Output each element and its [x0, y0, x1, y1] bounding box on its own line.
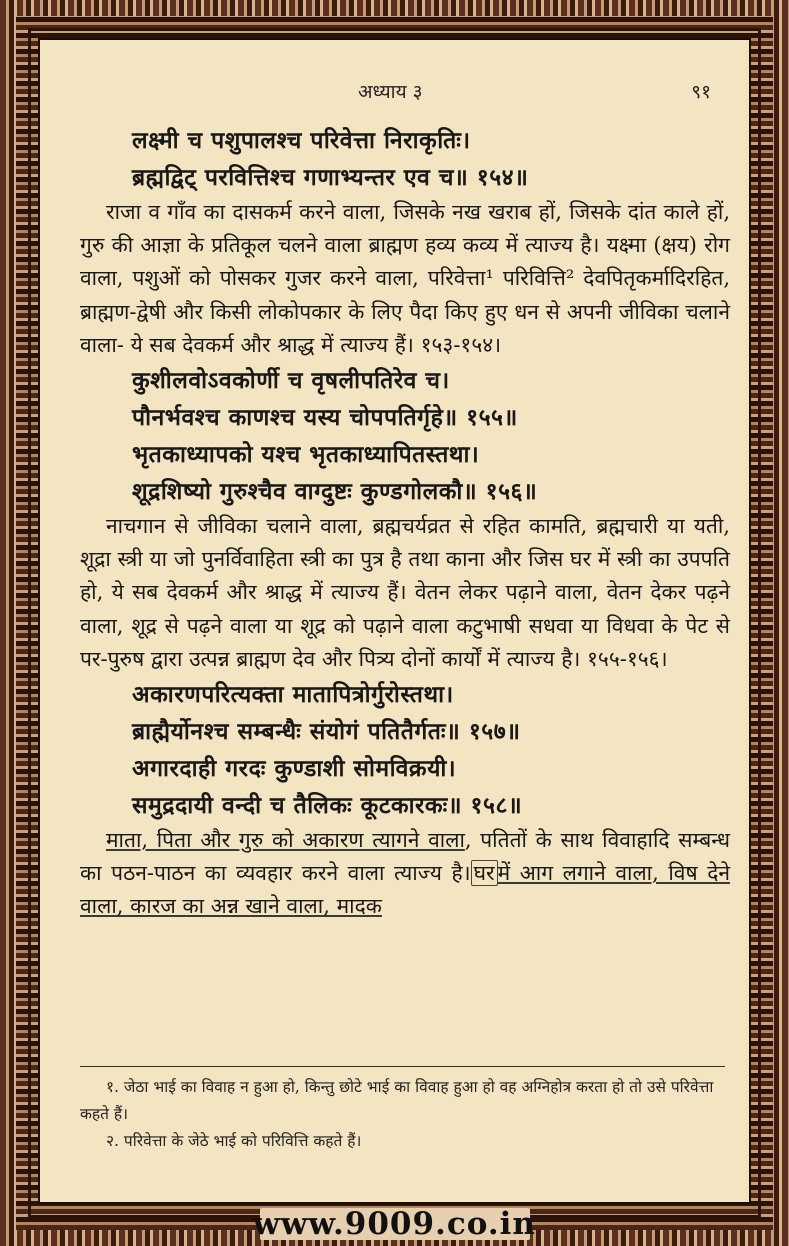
- verse-line: शूद्रशिष्यो गुरुश्चैव वाग्दुष्टः कुण्डगोलकौ॥ १५६॥: [132, 478, 538, 506]
- boxed-text: घर: [471, 860, 498, 886]
- verse-line: ब्राह्मैर्योनश्च सम्बन्धैः संयोगं पतितैर्गतः॥ १५७॥: [132, 718, 521, 746]
- page-header: [38, 78, 751, 108]
- chapter-title: अध्याय ३: [358, 81, 423, 103]
- verse-line: पौनर्भवश्च काणश्च यस्य चोपपतिर्गृहे॥ १५५॥: [132, 404, 518, 432]
- footnote-2: २. परिवेत्ता के जेठे भाई को परिवित्ति कहते हैं।: [106, 1132, 362, 1150]
- underlined-text: माता, पिता और गुरु को अकारण त्यागने वाला: [106, 828, 465, 853]
- footnote-1: १. जेठा भाई का विवाह न हुआ हो, किन्तु छोटे भाई का विवाह हुआ हो वह अग्निहोत्र करता हो तो उसे परिवेत्ता कहते हैं।: [80, 1078, 714, 1123]
- verse-line: कुशीलवोऽवकोर्णी च वृषलीपतिरेव च।: [132, 367, 450, 395]
- commentary-paragraph: नाचगान से जीविका चलाने वाला, ब्रह्मचर्यव्रत से रहित कामति, ब्रह्मचारी या यती, शूद्रा स्त्री या जो पुनर्विवाहिता स्त्री का पुत्र है तथा काना और जिस घर में स्त्री का उपपति हो, ये सब देवकर्म और श्राद्ध में त्याज्य हैं। वेतन लेकर पढ़ाने वाला, वेतन देकर पढ़ने वाला, शूद्र से पढ़ने वाला या शूद्र को पढ़ाने वाला कटुभाषी सधवा या विधवा के पेट से पर-पुरुष द्वारा उत्पन्न ब्राह्मण देव और पित्र्य दोनों कार्यों में त्याज्य है। १५५-१५६।: [80, 514, 730, 671]
- commentary-text: , पतितों के साथ विवाहादि सम्बन्ध का पठन-पाठन का व्यवहार करने वाला त्याज्य है।: [80, 828, 730, 886]
- footnote-divider: [80, 1066, 725, 1067]
- underlined-text: में आग लगाने वाला, विष देने वाला, कारज का अन्न खाने वाला, मादक: [80, 861, 730, 919]
- verse-line: समुद्रदायी वन्दी च तैलिकः कूटकारकः॥ १५८॥: [132, 792, 523, 820]
- footnotes: [80, 1074, 728, 1155]
- commentary-paragraph: राजा व गाँव का दासकर्म करने वाला, जिसके नख खराब हों, जिसके दांत काले हों, गुरु की आज्ञा के प्रतिकूल चलने वाला ब्राह्मण हव्य कव्य में त्याज्य है। यक्ष्मा (क्षय) रोग वाला, पशुओं को पोसकर गुजर करने वाला, परिवेत्ता¹ परिवित्ति² देवपितृकर्मादिरहित, ब्राह्मण-द्वेषी और किसी लोकोपकार के लिए पैदा किए हुए धन से अपनी जीविका चलाने वाला- ये सब देवकर्म और श्राद्ध में त्याज्य हैं। १५३-१५४।: [80, 200, 730, 357]
- verse-line: ब्रह्मद्विट् परवित्तिश्च गणाभ्यन्तर एव च॥ १५४॥: [132, 164, 529, 191]
- verse-line: लक्ष्मी च पशुपालश्च परिवेत्ता निराकृतिः।: [132, 127, 471, 154]
- commentary-paragraph: [80, 824, 730, 924]
- verse-line: अगारदाही गरदः कुण्डाशी सोमविक्रयी।: [132, 755, 457, 783]
- website-url: www.9009.co.in: [253, 1206, 536, 1242]
- verse-line: भृतकाध्यापको यश्च भृतकाध्यापितस्तथा।: [132, 441, 480, 469]
- page-paper: [38, 38, 751, 1204]
- verse-line: अकारणपरित्यक्ता मातापित्रोर्गुरोस्तथा।: [132, 681, 454, 709]
- page-number: ९१: [691, 81, 711, 103]
- page-content: [80, 122, 730, 924]
